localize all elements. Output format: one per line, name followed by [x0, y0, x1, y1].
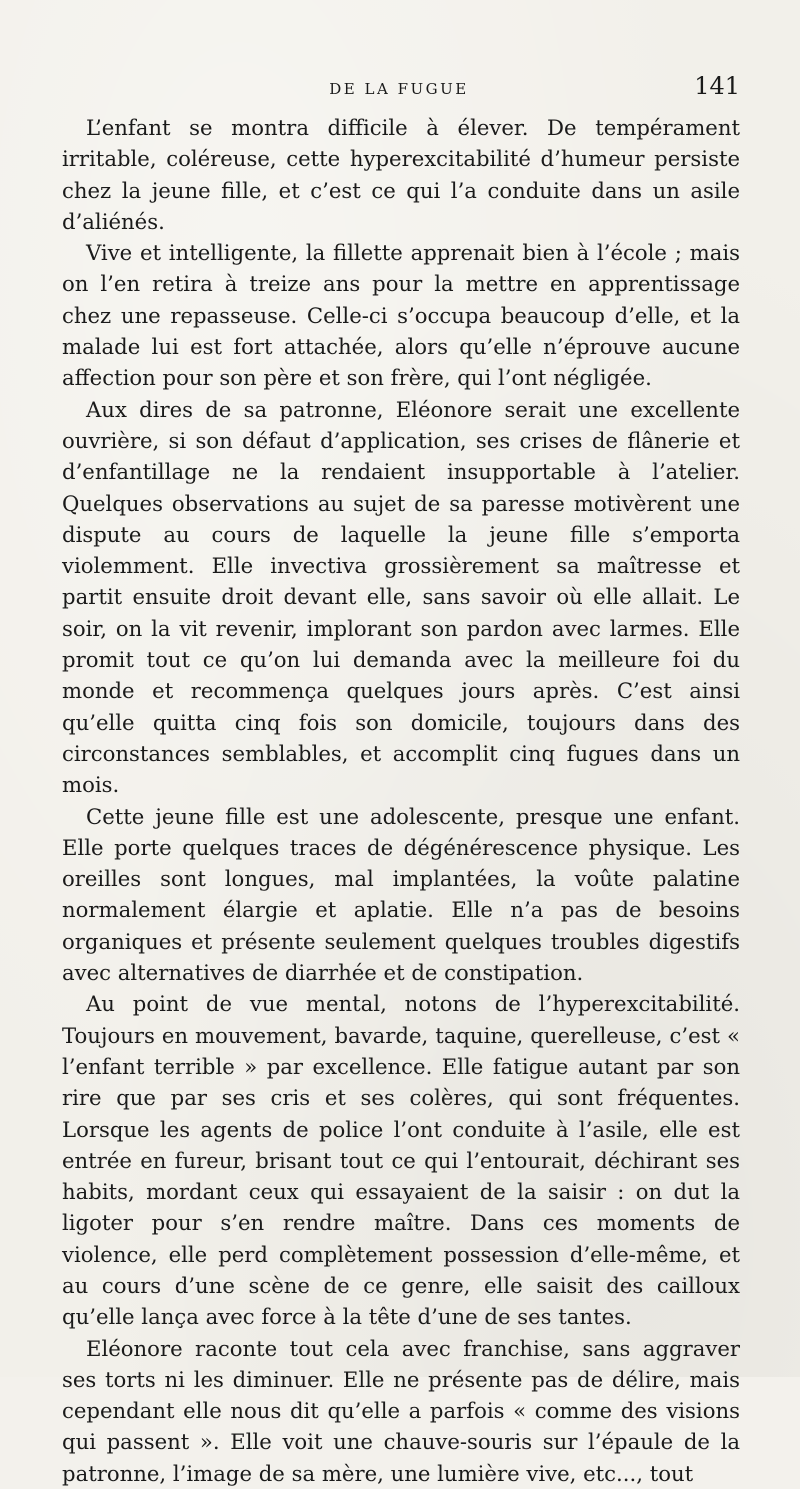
running-title: DE LA FUGUE: [329, 80, 469, 98]
page-header: [64, 72, 740, 104]
body-text: [62, 112, 740, 1489]
paragraph: Eléonore raconte tout cela avec franchise, sans aggraver ses torts ni les diminuer. Elle ne présente pas de délire, mais cependant elle nous dit qu’elle a parfois « comme des visions qui passent ». Elle voit une chauve-souris sur l’épaule de la patronne, l’image de sa mère, une lumière vive, etc..., tout: [62, 1335, 740, 1486]
paragraph: Aux dires de sa patronne, Eléonore serait une excellente ouvrière, si son défaut d’application, ses crises de flânerie et d’enfantillage ne la rendaient insupportable à l’atelier. Quelques observations au sujet de sa paresse motivèrent une dispute au cours de laquelle la jeune fille s’emporta violemment. Elle invectiva grossièrement sa maîtresse et partit ensuite droit devant elle, sans savoir où elle allait. Le soir, on la vit revenir, implorant son pardon avec larmes. Elle promit tout ce qu’on lui demanda avec la meilleure foi du monde et recommença quelques jours après. C’est ainsi qu’elle quitta cinq fois son domicile, toujours dans des circonstances semblables, et accomplit cinq fugues dans un mois.: [62, 396, 740, 798]
paragraph: Vive et intelligente, la fillette apprenait bien à l’école ; mais on l’en retira à treize ans pour la mettre en apprentissage chez une repasseuse. Celle-ci s’occupa beaucoup d’elle, et la malade lui est fort attachée, alors qu’elle n’éprouve aucune affection pour son père et son frère, qui l’ont négligée.: [62, 240, 740, 391]
paragraph: L’enfant se montra difficile à élever. De tempérament irritable, coléreuse, cette hyperexcitabilité d’humeur persiste chez la jeune fille, et c’est ce qui l’a conduite dans un asile d’aliénés.: [62, 115, 740, 234]
paragraph: Cette jeune fille est une adolescente, presque une enfant. Elle porte quelques traces de dégénérescence physique. Les oreilles sont longues, mal implantées, la voûte palatine normalement élargie et aplatie. Elle n’a pas de besoins organiques et présente seulement quelques troubles digestifs avec alternatives de diarrhée et de constipation.: [62, 803, 740, 986]
paragraph: Au point de vue mental, notons de l’hyperexcitabilité. Toujours en mouvement, bavarde, taquine, querelleuse, c’est « l’enfant terrible » par excellence. Elle fatigue autant par son rire que par ses cris et ses colères, qui sont fréquentes. Lorsque les agents de police l’ont conduite à l’asile, elle est entrée en fureur, brisant tout ce qui l’entourait, déchirant ses habits, mordant ceux qui essayaient de la saisir : on dut la ligoter pour s’en rendre maître. Dans ces moments de violence, elle perd complètement possession d’elle-même, et au cours d’une scène de ce genre, elle saisit des cailloux qu’elle lança avec force à la tête d’une de ses tantes.: [62, 991, 740, 1330]
page-number: 141: [694, 72, 740, 100]
